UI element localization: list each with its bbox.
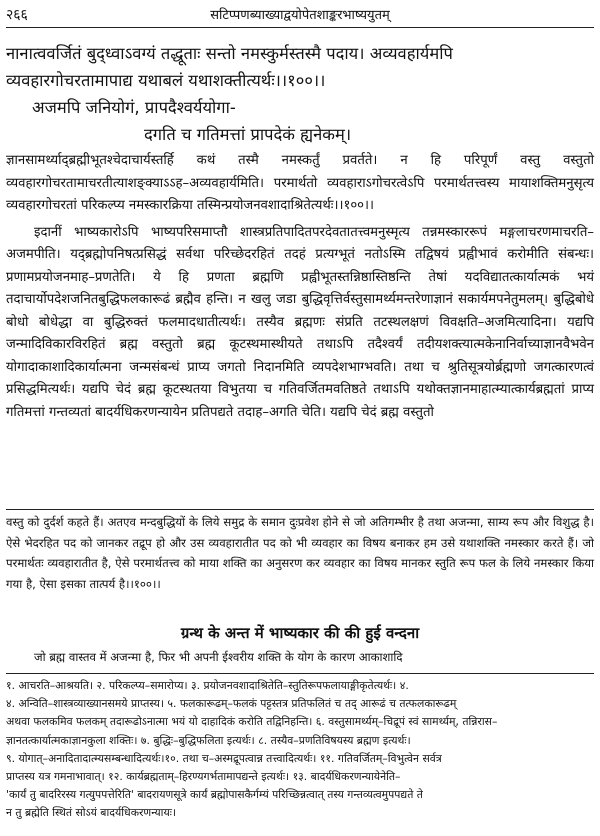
commentary-paragraph-2: इदानीं भाष्यकारोऽपि भाष्यपरिसमाप्तौ शास्त्रप्रतिपादितपरदेवतातत्त्वमनुस्मृत्य तन्नमस्काररूपं मङ्गलाचरणमाचरति–अजमपीति। यद्ब्रह्मोपनिषत्प्रसिद्धं सर्वथा परिच्छेदरहितं तदहं प्रत्यग्भूतं नतोऽस्मि तद्विषयं प्रह्वीभावं करोमीति संबन्धः। प्रणामप्रयोजनमाह–प्रणतेति। ये हि प्रणता ब्रह्मणि प्रह्वीभूतस्तन्निष्ठास्तिष्ठन्ति तेषां यदविद्यातत्कार्यात्मकं भयं तदाचार्योपदेशजनितबुद्धिफलकारूढं ब्रह्मैव हन्ति। न खलु जडा बुद्धिवृत्तिर्वस्तुसामर्थ्यमन्तरेणाज्ञानं सकार्यमपनेतुमलम्। बुद्धिबोधे बोधो बोधेद्धा वा बुद्धिरुक्तं फलमादधातीत्यर्थः। तस्यैव ब्रह्मणः संप्रति तटस्थलक्षणं विवक्षति–अजमित्यादिना। यद्यपि जन्मादिविकारविरहितं ब्रह्म वस्तुतो ब्रह्म कूटस्थमास्थीयते तथाऽपि तदैश्वर्यं तदीयशक्त्यात्मकेनानिर्वाच्याज्ञानवैभवेन योगादाकाशादिकार्यात्मना जन्मसंबन्धं प्राप्य जगतो निदानमिति व्यपदेशभाग्भवति। तथा च श्रुतिसूत्रयोर्ब्रह्मणो जगत्कारणत्वं प्रसिद्धमित्यर्थः। यद्यपि चेदं ब्रह्म कूटस्थतया विभुतया च गतिवर्जितमवतिष्ठते तथाऽपि यथोक्तज्ञानमाहात्म्यात्कार्यब्रह्मतां प्राप्य गतिमत्तां गन्तव्यतां बादर्यधिकरणन्यायेन प्रतिपद्यते तदाह–अगति चेति। यद्यपि चेदं ब्रह्म वस्तुतो <box>6 224 594 420</box>
footnote-line: अथवा फलकमिव फलकम् तदारूढोऽनात्मा भयं यो दाहादिकं करोति तद्विनिहन्ति। ६. वस्तुसामर्थ्यम्–चिद्रूपं स्वं सामर्थ्यम्, तन्निरास– <box>6 715 498 729</box>
verse-line-3: अजमपि जनियोगं, प्रापदैश्वर्ययोगा- <box>32 98 236 117</box>
verse-line-4: दगति च गतिमत्तां प्रापदेकं ह्यनेकम्। <box>144 125 352 144</box>
footnotes <box>6 677 594 823</box>
footnote-line: ज्ञानतत्कार्यात्मकाज्ञानकुला शक्तिः। ७. बुद्धिः–बुद्धिफलिता इत्यर्थः। ८. तस्यैव–प्रणतिविषयस्य ब्रह्मण इत्यर्थः। <box>6 733 411 747</box>
footnote-line: 'कार्यं तु बादरिरस्य गत्युपपत्तेरिति' बादरायणसूत्रे कार्यं ब्रह्मोपासकैर्गम्यं परिच्छिन्नत्वात् तस्य गन्तव्यत्वमुपपद्यते ते <box>6 788 423 802</box>
footnote-line: ९. योगात्–अनादितादात्म्यसम्बन्धादित्यर्थः।१०. तथा च–अस्मद्रूपत्वान्न तत्त्वादित्यर्थः। ११. गतिवर्जितम्–विभुत्वेन सर्वत्र <box>6 751 442 765</box>
footnote-line: प्राप्तस्य यत्र गमनाभावात्। १२. कार्यब्रह्मताम्–हिरण्यगर्भतामापद्यन्ते इत्यर्थः। १३. बादर्यधिकरणन्यायेनेति– <box>6 770 401 784</box>
running-title: सटिप्पणब्याख्याद्वयोपेतशाङ्करभाष्ययुतम् <box>210 8 390 23</box>
footnote-rule <box>6 673 594 674</box>
footnote-line: ४. अन्विति–शास्त्रव्याख्यानसमये प्राप्तस्य। ५. फलकारूढम्–फलकं पट्टस्तत्र प्रतिफलितं च तद् आरूढं च तत्फलकारूढम् <box>6 697 457 711</box>
sanskrit-commentary <box>6 150 594 424</box>
verse-line-2: व्यवहारगोचरतामापाद्य यथाबलं यथाशक्तीत्यर्थः।।१००।। <box>6 71 326 90</box>
hindi-translation <box>6 512 594 594</box>
header-rule <box>6 27 594 28</box>
hindi-paragraph-1: वस्तु को दुर्दर्श कहते हैं। अतएव मन्दबुद्धियों के लिये समुद्र के समान दुःप्रवेश होने से जो अतिगम्भीर है तथा अजन्मा, साम्य रूप और विशुद्ध है। ऐसे भेदरहित पद को जानकर तद्रूप हो और उस व्यवहारातीत पद को भी व्यवहार का विषय बनाकर हम उसे यथाशक्ति नमस्कार करते हैं। जो परमार्थतः व्यवहारातीत है, ऐसे परमार्थतत्त्व को माया शक्ति का अनुसरण कर व्यवहार का विषय मानकर स्तुति रूप फल के लिये नमस्कार किया गया है, ऐसा इसका तात्पर्य है।।१००।। <box>6 515 594 591</box>
verse-block <box>6 40 594 148</box>
verse-line-1: नानात्ववर्जितं बुद्ध्वाऽवग्यं तद्धूताः सन्तो नमस्कुर्मस्तस्मै पदाय। अव्यवहार्यमपि <box>6 44 453 63</box>
commentary-rule <box>6 509 594 510</box>
footnote-line: १. आचरति–आश्रयति। २. परिकल्प्य–समारोप्य। ३. प्रयोजनवशादाश्रितेति–स्तुतिरूपफलायाङ्गीकृतेत्यर्थः। ४. <box>6 679 409 692</box>
hindi-paragraph-2: जो ब्रह्म वास्तव में अजन्मा है, फिर भी अपनी ईश्वरीय शक्ति के योग के कारण आकाशादि <box>34 650 403 664</box>
footnote-line: न तु ब्रह्मेति स्थितं सोऽयं बादर्यधिकरणन्यायः। <box>6 806 176 820</box>
page-header <box>6 4 594 26</box>
hindi-translation-continued <box>6 647 594 668</box>
page-number: २६६ <box>6 7 28 23</box>
commentary-paragraph-1: ज्ञानसामर्थ्याद्ब्रह्मीभूतश्चेदाचार्यस्तर्हि कथं तस्मै नमस्कर्तुं प्रवर्तते। न हि परिपूर्णं वस्तु वस्तुतो व्यवहारगोचरतामाचरतीत्याशङ्क्याऽऽह–अव्यवहार्यमिति। परमार्थतो व्यवहाराऽगोचरत्वेऽपि परमार्थतत्त्वस्य मायाशक्तिमनुसृत्य व्यवहारगोचरतां परिकल्प्य नमस्कारक्रिया तस्मिन्प्रयोजनवशादाश्रितेत्यर्थः।।१००।। <box>6 153 594 213</box>
section-heading: ग्रन्थ के अन्त में भाष्यकार की की हुई वन्दना <box>180 624 420 642</box>
